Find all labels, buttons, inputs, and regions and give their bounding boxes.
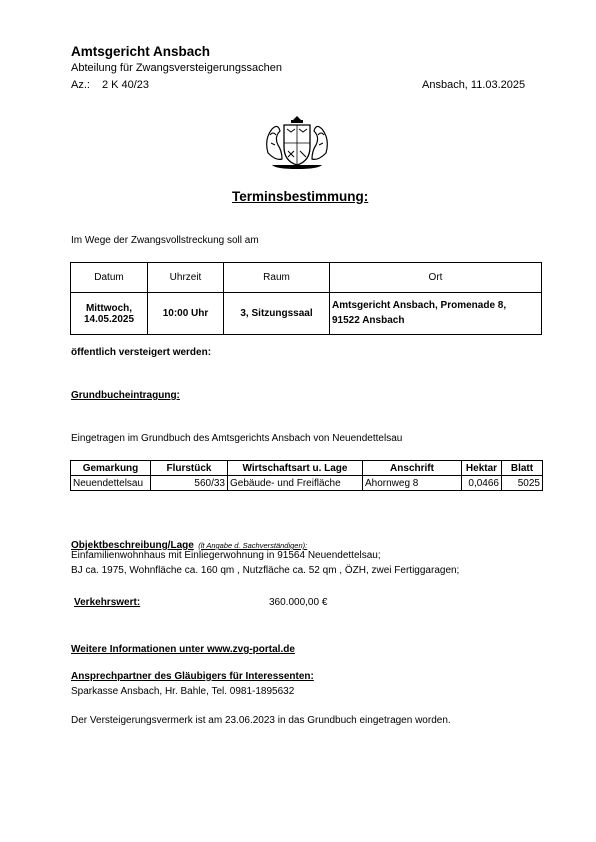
auction-text: öffentlich versteigert werden: (71, 347, 212, 358)
table-cell: 0,0466 (462, 476, 502, 491)
appointment-weekday: Mittwoch, (85, 302, 133, 314)
table-cell: 5025 (502, 476, 543, 491)
file-reference-number: 2 K 40/23 (101, 79, 150, 91)
object-description-line: BJ ca. 1975, Wohnfläche ca. 160 qm , Nutzfläche ca. 52 qm , ÖZH, zwei Fertiggaragen; (71, 565, 460, 576)
column-header: Anschrift (363, 461, 462, 476)
more-info-link[interactable]: Weitere Informationen unter www.zvg-portal.de (71, 644, 295, 655)
column-header: Hektar (462, 461, 502, 476)
contact-text: Sparkasse Ansbach, Hr. Bahle, Tel. 0981-1895632 (71, 686, 295, 697)
footer-note: Der Versteigerungsvermerk ist am 23.06.2023 in das Grundbuch eingetragen worden. (71, 715, 451, 726)
table-header-row (71, 461, 543, 476)
column-header: Wirtschaftsart u. Lage (228, 461, 363, 476)
table-header-row (71, 263, 542, 293)
file-reference-label: Az.: (71, 79, 90, 91)
column-header: Flurstück (151, 461, 228, 476)
appointment-room: 3, Sitzungssaal (224, 293, 330, 335)
appointment-time: 10:00 Uhr (148, 293, 224, 335)
page-title: Terminsbestimmung: (232, 189, 369, 204)
column-header: Ort (330, 263, 542, 293)
object-heading-note: (lt Angabe d. Sachverständigen): (198, 541, 308, 550)
table-row (71, 293, 542, 335)
appointment-date (71, 293, 148, 335)
contact-heading: Ansprechpartner des Gläubigers für Interessenten: (71, 671, 314, 682)
market-value-label: Verkehrswert: (74, 597, 141, 608)
appointment-date-value: 14.05.2025 (83, 313, 135, 325)
column-header: Raum (224, 263, 330, 293)
column-header: Gemarkung (71, 461, 151, 476)
appointment-place-line: 91522 Ansbach (332, 315, 405, 326)
intro-text: Im Wege der Zwangsvollstreckung soll am (71, 235, 259, 246)
file-reference (71, 79, 149, 91)
table-cell: Ahornweg 8 (363, 476, 462, 491)
column-header: Uhrzeit (148, 263, 224, 293)
market-value-amount: 360.000,00 € (269, 597, 328, 608)
bavarian-coat-of-arms-icon (262, 113, 332, 171)
land-register-text: Eingetragen im Grundbuch des Amtsgerichts Ansbach von Neuendettelsau (71, 433, 403, 444)
land-register-table (70, 460, 543, 491)
table-cell: Neuendettelsau (71, 476, 151, 491)
table-row (71, 476, 543, 491)
appointment-place (330, 293, 542, 335)
appointment-table (70, 262, 542, 335)
table-cell: 560/33 (151, 476, 228, 491)
object-heading: Objektbeschreibung/Lage (71, 540, 194, 551)
column-header: Datum (71, 263, 148, 293)
column-header: Blatt (502, 461, 543, 476)
appointment-place-line: Amtsgericht Ansbach, Promenade 8, (332, 300, 507, 311)
department-name: Abteilung für Zwangsversteigerungssachen (71, 62, 282, 74)
court-name: Amtsgericht Ansbach (71, 44, 211, 59)
place-date: Ansbach, 11.03.2025 (422, 79, 526, 91)
land-register-heading: Grundbucheintragung: (71, 390, 180, 401)
object-description-line: Einfamilienwohnhaus mit Einliegerwohnung in 91564 Neuendettelsau; (71, 550, 381, 561)
table-cell: Gebäude- und Freifläche (228, 476, 363, 491)
